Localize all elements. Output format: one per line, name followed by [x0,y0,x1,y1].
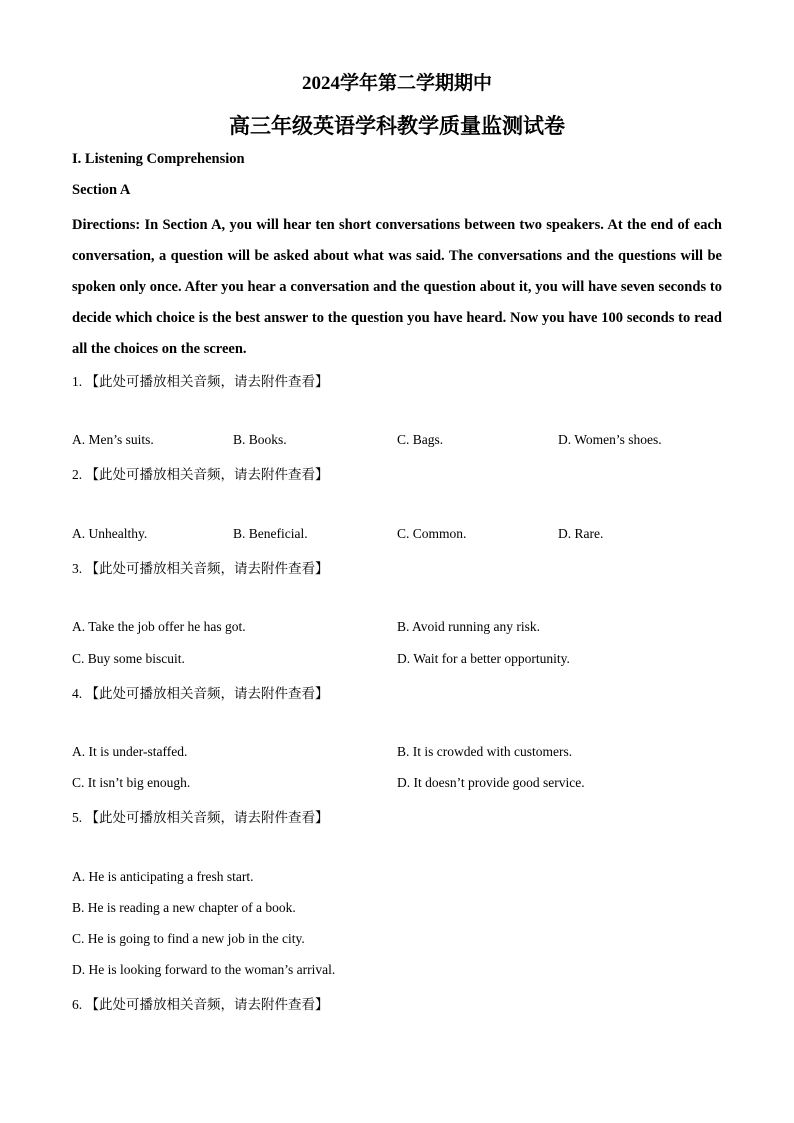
q1-option-a: A. Men’s suits. [72,432,154,447]
q2-option-d: D. Rare. [558,526,604,541]
q3-option-b: B. Avoid running any risk. [397,619,540,634]
question-3-stem: 3. 【此处可播放相关音频，请去附件查看】 [72,561,329,576]
q3-option-c: C. Buy some biscuit. [72,651,185,666]
question-1-stem: 1. 【此处可播放相关音频，请去附件查看】 [72,374,329,389]
q5-option-b: B. He is reading a new chapter of a book. [72,900,296,915]
q1-option-c: C. Bags. [397,432,444,447]
q2-option-c: C. Common. [397,526,467,541]
q3-option-a: A. Take the job offer he has got. [72,619,246,634]
question-5-stem: 5. 【此处可播放相关音频，请去附件查看】 [72,810,329,825]
q4-option-c: C. It isn’t big enough. [72,775,191,790]
q1-option-d: D. Women’s shoes. [558,432,662,447]
q3-option-d: D. Wait for a better opportunity. [397,651,570,666]
section-heading: Section A [72,182,131,198]
directions-paragraph: Directions: In Section A, you will hear ten short conversations between two speakers. At the end of each conversation, a question will be asked about what was said. The conversations and the questions will be spoken only once. After you hear a conversation and the question about it, you will have seven seconds to decide which choice is the best answer to the question you have heard. Now you have 100 seconds to read all the choices on the screen. [72,217,722,357]
question-6-stem: 6. 【此处可播放相关音频，请去附件查看】 [72,997,329,1012]
part-heading: I. Listening Comprehension [72,151,245,167]
question-2-stem: 2. 【此处可播放相关音频，请去附件查看】 [72,467,329,482]
q5-option-c: C. He is going to find a new job in the city. [72,931,305,946]
q2-option-b: B. Beneficial. [233,526,308,541]
question-4-stem: 4. 【此处可播放相关音频，请去附件查看】 [72,686,329,701]
q4-option-d: D. It doesn’t provide good service. [397,775,585,790]
exam-title-line2: 高三年级英语学科教学质量监测试卷 [229,114,565,138]
q4-option-a: A. It is under-staffed. [72,744,188,759]
q2-option-a: A. Unhealthy. [72,526,148,541]
q4-option-b: B. It is crowded with customers. [397,744,573,759]
q1-option-b: B. Books. [233,432,287,447]
q5-option-a: A. He is anticipating a fresh start. [72,869,254,884]
exam-title-line1: 2024学年第二学期期中 [301,73,492,94]
q5-option-d: D. He is looking forward to the woman’s arrival. [72,962,336,977]
